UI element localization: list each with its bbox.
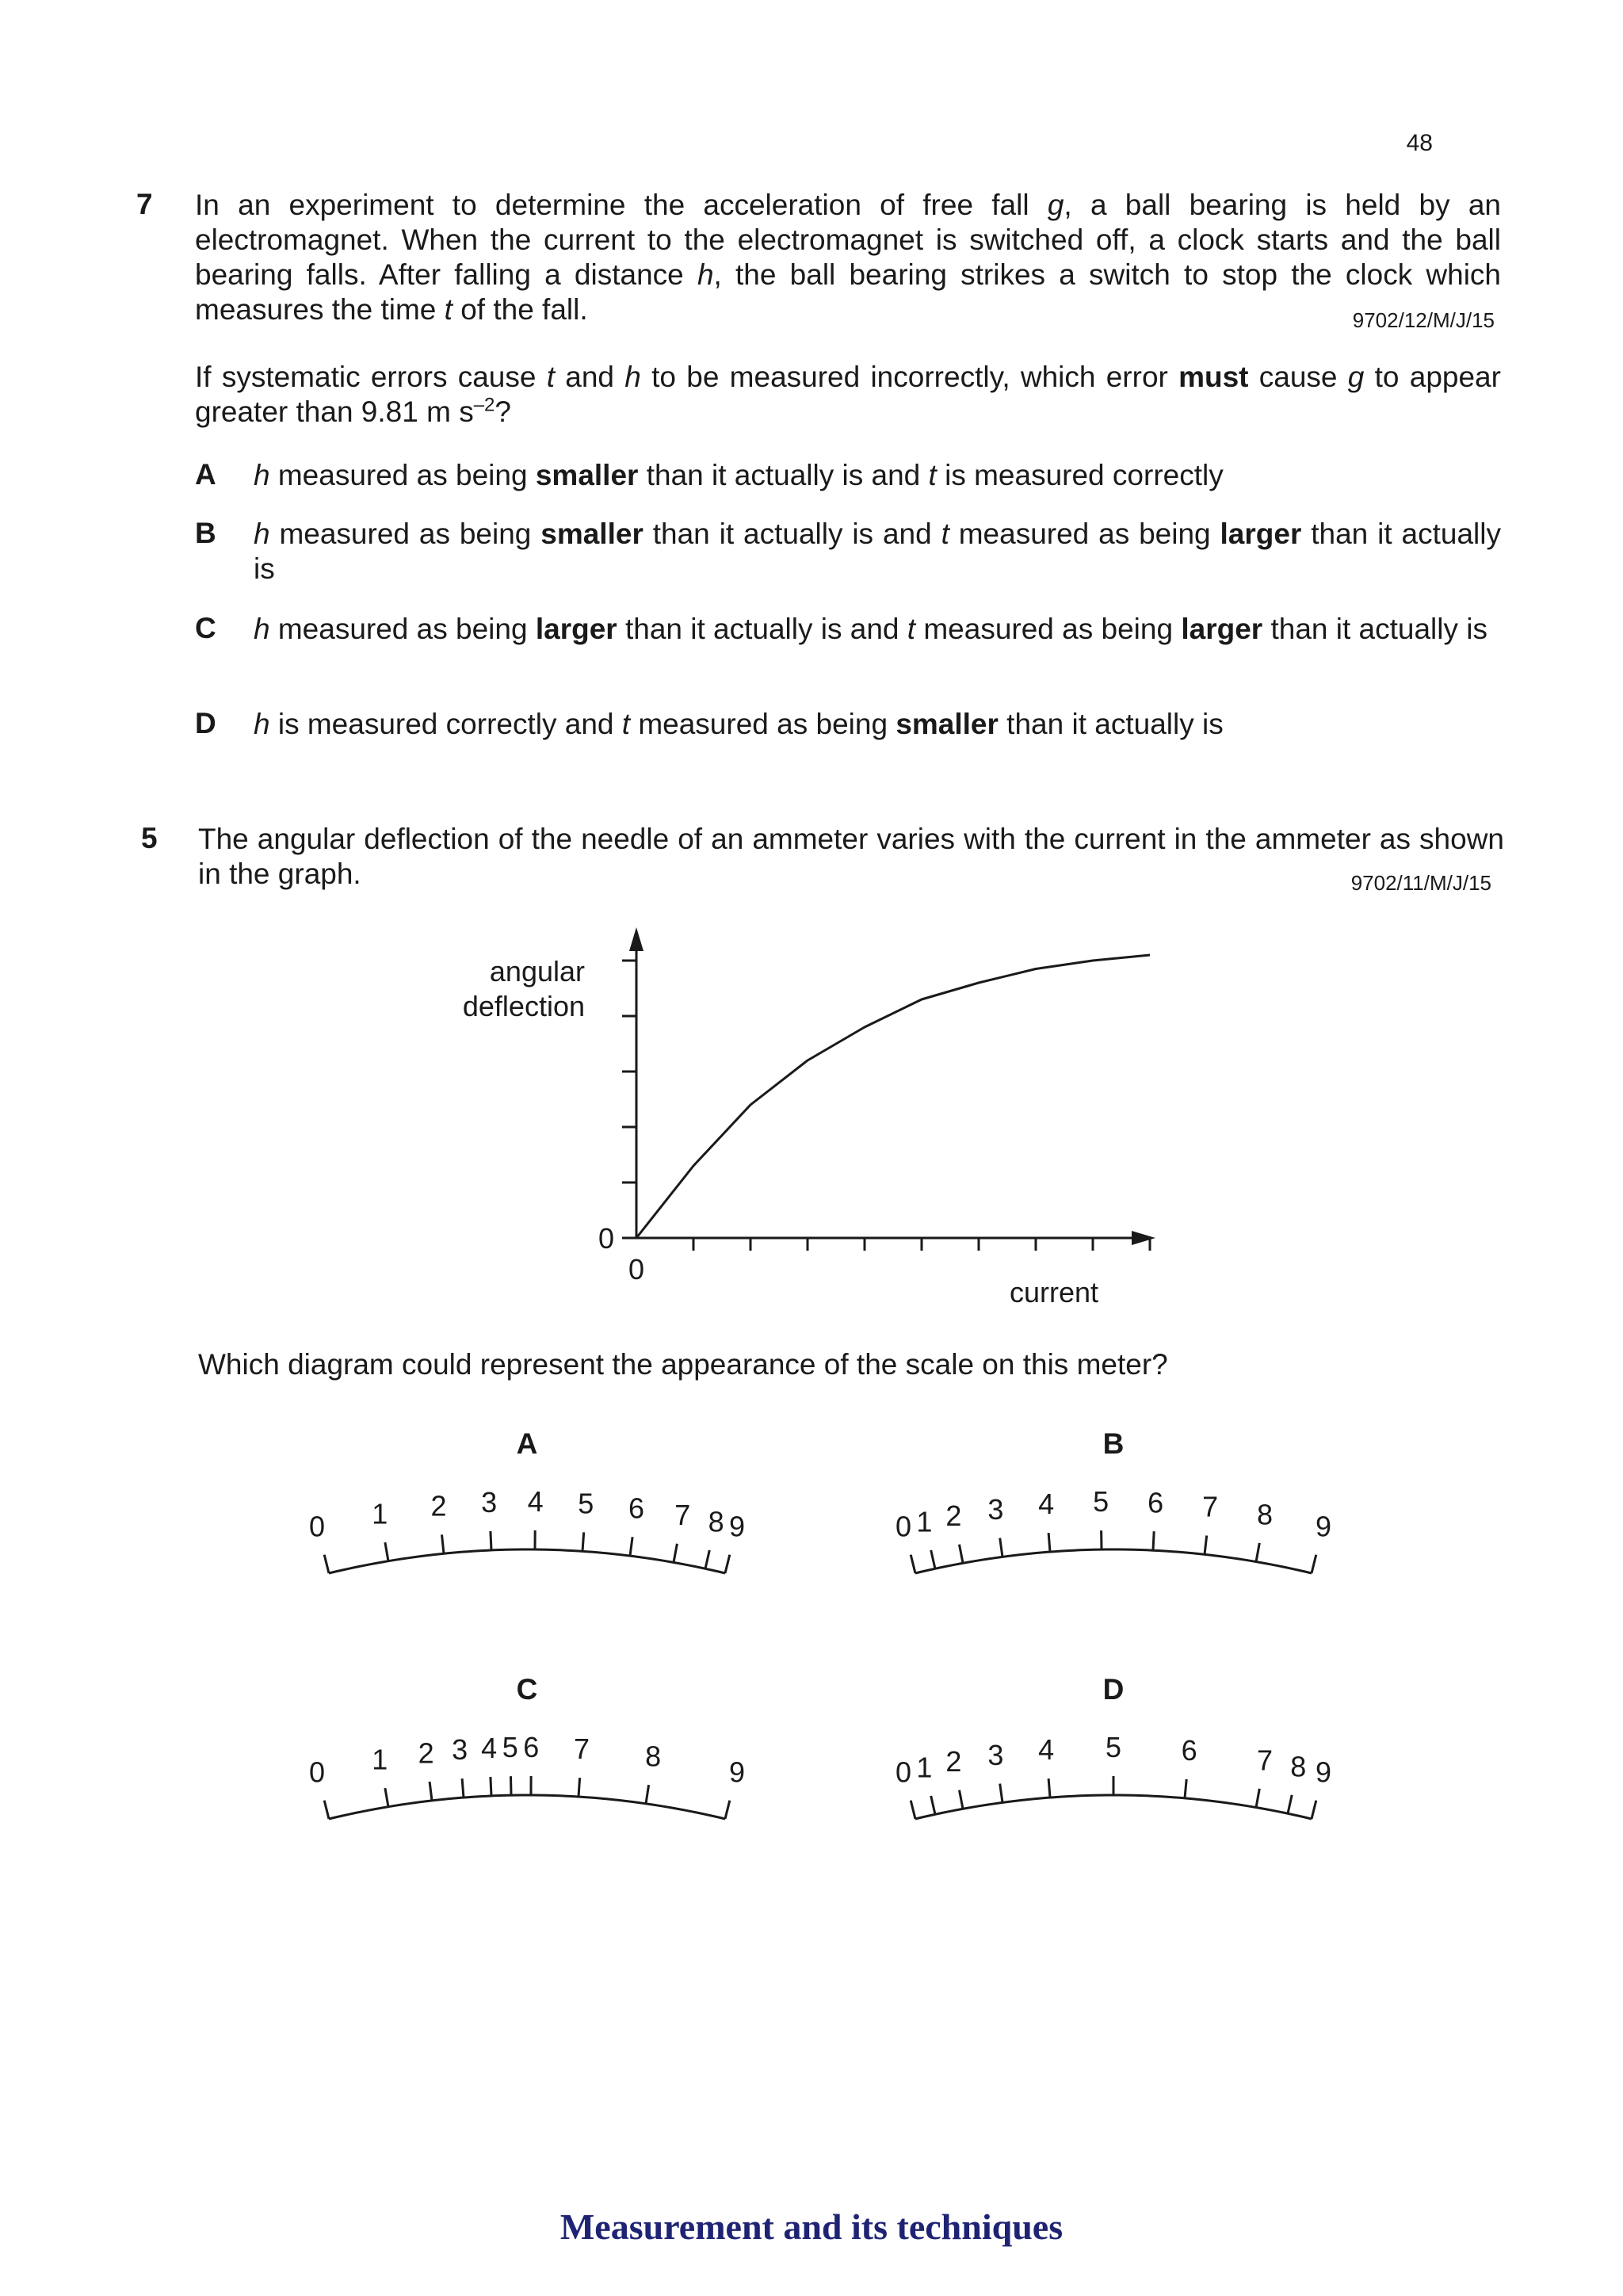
option-c-run: than it actually is and <box>617 613 907 645</box>
question-7-stem-run: g <box>1047 189 1064 221</box>
scale-tick <box>646 1785 649 1804</box>
scale-tick <box>1288 1795 1292 1813</box>
scale-tick <box>1048 1533 1050 1552</box>
scale-label: 5 <box>502 1731 518 1764</box>
y-origin-label: 0 <box>598 1222 614 1255</box>
scale-label: 2 <box>418 1736 434 1770</box>
option-c-run: than it actually is <box>1262 613 1487 645</box>
scale-label: 4 <box>481 1732 498 1764</box>
question-7-prompt-run: to appear greater than 9.81 m s <box>195 361 1501 428</box>
question-5-number: 5 <box>141 822 158 854</box>
option-d-letter: D <box>195 707 216 739</box>
scale-label: 0 <box>895 1755 912 1789</box>
option-a-run: than it actually is and <box>638 459 929 491</box>
question-7-prompt-run: t <box>546 361 556 393</box>
scale-tick <box>385 1788 388 1807</box>
scale-tick <box>1000 1538 1002 1557</box>
scale-label: 2 <box>945 1499 962 1533</box>
scale-tick <box>630 1537 632 1556</box>
scale-tick <box>511 1776 512 1795</box>
option-b-letter: B <box>195 517 216 549</box>
question-7-stem-run: In an experiment to determine the acceleration of free fall <box>195 189 1048 221</box>
y-axis-arrowhead <box>629 927 643 951</box>
question-7-prompt-run: ? <box>495 395 511 428</box>
scale-label: 5 <box>1105 1731 1122 1763</box>
scale-label: 0 <box>895 1510 912 1543</box>
scale-tick <box>1312 1555 1316 1573</box>
option-b-run: measured as being <box>269 518 541 550</box>
scale-label: 6 <box>1148 1486 1164 1519</box>
option-d-run: smaller <box>896 708 999 740</box>
page-footer-title: Measurement and its techniques <box>559 2206 1064 2247</box>
scale-tick <box>1000 1784 1002 1803</box>
meter-scale-a <box>309 1427 745 1573</box>
scale-label: 9 <box>728 1755 746 1789</box>
meter-scale-d <box>896 1673 1331 1819</box>
option-a-run: h <box>254 459 270 491</box>
question-7-stem-run: h <box>697 258 714 291</box>
x-axis-label: current <box>1009 1276 1099 1308</box>
scale-arc <box>915 1795 1312 1819</box>
option-d-run: measured as being <box>630 708 896 740</box>
question-7-prompt-run: h <box>624 361 641 393</box>
question-7-prompt-run: and <box>555 361 625 393</box>
scale-tick <box>579 1778 580 1797</box>
question-7-prompt-run: g <box>1347 361 1365 393</box>
option-b-run: h <box>254 518 270 550</box>
option-c-run: measured as being <box>269 613 536 645</box>
scale-tick <box>674 1544 677 1563</box>
scale-label: 9 <box>1315 1510 1332 1543</box>
option-a-text <box>254 458 1501 493</box>
question-7-prompt-run: cause <box>1248 361 1348 393</box>
scale-tick <box>725 1801 730 1819</box>
scale-tick <box>385 1542 388 1561</box>
option-a-run: t <box>928 459 937 491</box>
scale-tick <box>960 1790 964 1809</box>
page-number: 48 <box>1406 130 1433 156</box>
scale-arc <box>915 1549 1312 1573</box>
scale-label: 2 <box>945 1745 962 1778</box>
scale-tick <box>1153 1531 1154 1550</box>
option-d-run: is measured correctly and <box>269 708 622 740</box>
scale-label: 5 <box>578 1487 594 1520</box>
scale-label: 7 <box>674 1499 691 1532</box>
scale-label: 0 <box>308 1755 326 1789</box>
scale-arc <box>329 1549 725 1573</box>
scale-tick <box>430 1782 432 1801</box>
scale-label: 8 <box>1290 1750 1307 1783</box>
diagram-letter-a: A <box>516 1427 538 1460</box>
option-c-run: measured as being <box>915 613 1182 645</box>
option-c-run: larger <box>1181 613 1263 645</box>
scale-tick <box>911 1555 915 1573</box>
scale-label: 7 <box>573 1733 590 1766</box>
option-c-text <box>254 612 1501 647</box>
scale-tick <box>931 1550 935 1568</box>
option-d-run: h <box>254 708 270 740</box>
scale-label: 5 <box>1093 1485 1109 1519</box>
scale-tick <box>911 1801 915 1819</box>
scale-tick <box>1205 1536 1207 1555</box>
diagram-letter-d: D <box>1102 1673 1125 1706</box>
diagram-letter-b: B <box>1102 1427 1125 1460</box>
scale-arc <box>329 1795 725 1819</box>
scale-label: 1 <box>372 1497 388 1530</box>
question-5-stem: The angular deflection of the needle of an ammeter varies with the current in the ammeter as shown in the graph. <box>198 823 1504 890</box>
scale-tick <box>442 1534 445 1553</box>
question-7-number: 7 <box>136 188 153 220</box>
scale-label: 4 <box>527 1485 544 1519</box>
scale-label: 6 <box>1181 1734 1197 1767</box>
scale-tick <box>705 1550 709 1568</box>
scale-label: 1 <box>916 1751 933 1784</box>
y-axis-label: angular <box>489 955 585 988</box>
question-7-stem-run: , the ball bearing strikes a switch to stop the clock which measures the time <box>195 258 1502 326</box>
question-7-stem-run: of the fall. <box>452 293 588 326</box>
option-c-letter: C <box>195 612 216 644</box>
question-7-prompt-run: If systematic errors cause <box>195 361 547 393</box>
scale-tick <box>931 1796 935 1814</box>
meter-scales-diagram <box>0 1403 1623 1847</box>
scale-tick <box>324 1555 329 1573</box>
scale-tick <box>725 1555 730 1573</box>
question-5-prompt: Which diagram could represent the appearance of the scale on this meter? <box>198 1348 1168 1381</box>
option-b-text <box>254 517 1501 586</box>
scale-label: 6 <box>523 1731 540 1763</box>
option-a-run: is measured correctly <box>936 459 1224 491</box>
x-axis-arrowhead <box>1132 1231 1155 1245</box>
option-b-run: than it actually is and <box>643 518 941 550</box>
option-b-run: than it actually is <box>254 518 1501 585</box>
scale-label: 3 <box>481 1486 498 1519</box>
scale-label: 9 <box>1315 1755 1332 1789</box>
option-b-run: larger <box>1220 518 1302 550</box>
option-b-run: measured as being <box>949 518 1220 550</box>
scale-tick <box>1312 1801 1316 1819</box>
scale-label: 4 <box>1038 1488 1055 1521</box>
option-b-run: smaller <box>540 518 643 550</box>
deflection-current-graph <box>428 911 1220 1324</box>
question-7-reference: 9702/12/M/J/15 <box>1352 308 1495 332</box>
scale-label: 8 <box>708 1505 724 1538</box>
option-c-run: t <box>907 613 916 645</box>
scale-label: 7 <box>1256 1744 1274 1777</box>
question-7-prompt-run: to be measured incorrectly, which error <box>640 361 1179 393</box>
option-d-run: t <box>621 708 631 740</box>
scale-tick <box>462 1778 464 1797</box>
scale-label: 3 <box>987 1492 1004 1526</box>
option-a-run: smaller <box>535 459 639 491</box>
scale-label: 4 <box>1038 1733 1055 1767</box>
option-a-letter: A <box>195 458 216 491</box>
scale-tick <box>324 1801 329 1819</box>
scale-tick <box>1256 1543 1259 1562</box>
scale-tick <box>1256 1789 1259 1808</box>
question-7-stem-run: , a ball bearing is held by an electromagnet. When the current to the electromagnet is switched off, a clock starts and the ball bearing falls. After falling a distance <box>195 189 1501 291</box>
option-c-run: larger <box>535 613 617 645</box>
question-7-prompt-run: –2 <box>473 394 495 416</box>
meter-scale-b <box>896 1427 1331 1573</box>
question-7-stem <box>195 188 1501 327</box>
meter-scale-c <box>309 1673 745 1819</box>
y-axis-label: deflection <box>462 990 585 1022</box>
question-7-prompt-run: must <box>1178 361 1249 393</box>
scale-label: 1 <box>372 1743 388 1776</box>
diagram-letter-c: C <box>516 1673 538 1706</box>
scale-label: 8 <box>1256 1498 1274 1531</box>
scale-label: 7 <box>1202 1490 1219 1523</box>
option-c-run: h <box>254 613 270 645</box>
deflection-curve <box>636 955 1150 1238</box>
option-d-run: than it actually is <box>998 708 1224 740</box>
scale-tick <box>582 1532 584 1551</box>
option-b-run: t <box>941 518 949 550</box>
scale-label: 8 <box>645 1740 662 1773</box>
scale-tick <box>1048 1778 1050 1797</box>
x-origin-label: 0 <box>628 1253 645 1286</box>
scale-label: 0 <box>308 1510 326 1543</box>
scale-label: 1 <box>916 1505 933 1538</box>
scale-label: 9 <box>728 1510 746 1543</box>
scale-tick <box>960 1545 964 1564</box>
scale-label: 3 <box>452 1733 468 1767</box>
scale-tick <box>1185 1779 1186 1798</box>
question-7-prompt <box>195 360 1501 430</box>
question-7-stem-run: t <box>444 293 453 326</box>
option-a-run: measured as being <box>269 459 536 491</box>
option-d-text <box>254 707 1501 742</box>
scale-label: 3 <box>987 1738 1004 1771</box>
scale-label: 2 <box>430 1489 447 1522</box>
question-5-reference: 9702/11/M/J/15 <box>1350 871 1491 895</box>
scale-label: 6 <box>628 1492 645 1525</box>
